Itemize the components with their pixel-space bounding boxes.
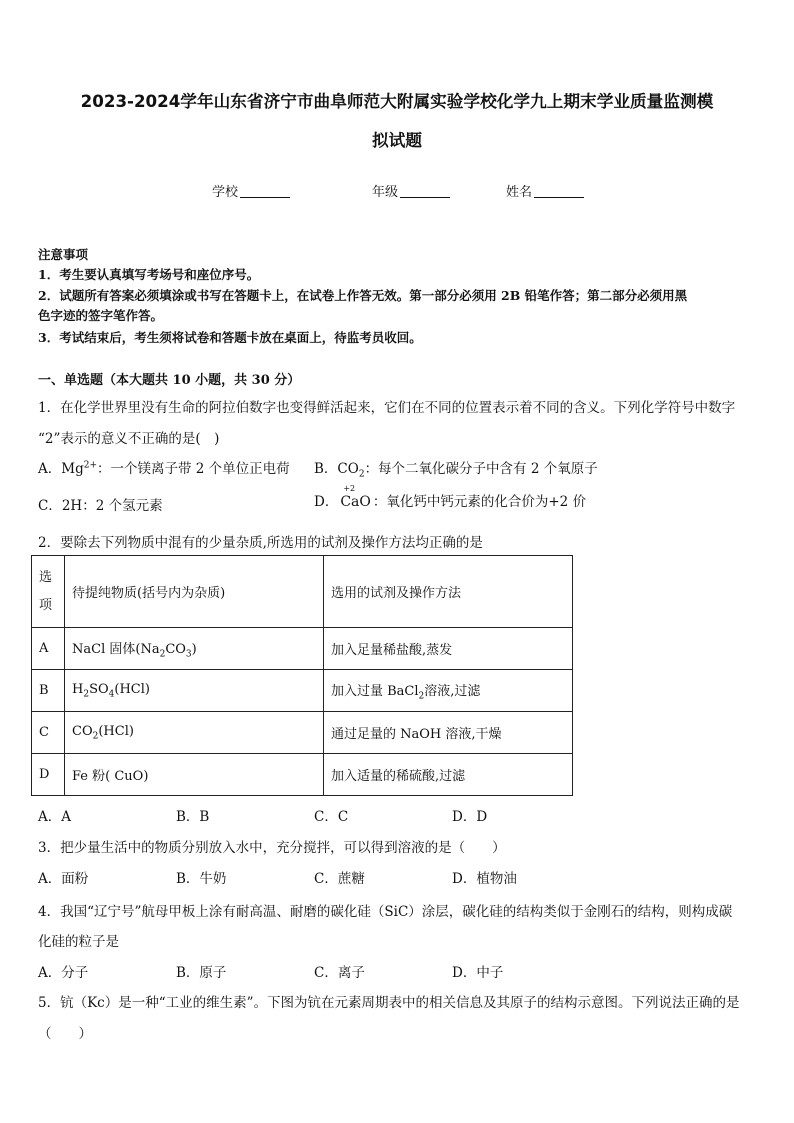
q1-option-d: D． +2 CaO ：氧化钙中钙元素的化合价为+2 价	[314, 484, 587, 510]
grade-blank	[400, 197, 450, 198]
q4-stem-line1: 4．我国“辽宁号”航母甲板上涂有耐高温、耐磨的碳化硅（SiC）涂层，碳化硅的结构类似于金刚石的结构，则构成碳	[38, 904, 733, 920]
header-option: 选 项	[32, 556, 65, 628]
q2-answer-a: A．A	[38, 809, 71, 825]
q3-answer-c: C．蔗糖	[314, 871, 365, 887]
table-row	[32, 712, 573, 754]
name-field	[506, 181, 584, 200]
table-row	[32, 670, 573, 712]
q1-option-c: C．2H：2 个氢元素	[38, 498, 163, 514]
q1-stem-line1: 1．在化学世界里没有生命的阿拉伯数字也变得鲜活起来，它们在不同的位置表示着不同的含义。下列化学符号中数字	[38, 400, 736, 416]
table-header-row	[32, 556, 573, 628]
q5-stem-line2: （ ）	[38, 1026, 92, 1042]
cao-valence-formula: +2 CaO	[340, 484, 371, 510]
q2-stem: 2．要除去下列物质中混有的少量杂质,所选用的试剂及操作方法均正确的是	[38, 535, 483, 551]
q3-stem: 3．把少量生活中的物质分别放入水中，充分搅拌，可以得到溶液的是（ ）	[38, 840, 506, 856]
row-substance: $H_2SO_4(HCl)$	[65, 670, 324, 712]
row-method: 加入足量稀盐酸,蒸发	[324, 628, 573, 670]
q3-answer-a: A．面粉	[38, 871, 89, 887]
notice-heading: 注意事项	[38, 247, 89, 262]
name-label: 姓名	[506, 185, 533, 200]
page-title-line1: 2023-2024学年山东省济宁市曲阜师范大附属实验学校化学九上期末学业质量监测模	[80, 92, 714, 111]
q4-answer-d: D．中子	[452, 965, 504, 981]
q4-answer-c: C．离子	[314, 965, 365, 981]
q3-answer-d: D．植物油	[452, 871, 517, 887]
notice-item-2-cont: 色字迹的签字笔作答。	[38, 308, 164, 323]
header-method: 选用的试剂及操作方法	[324, 556, 573, 628]
notice-item-2: 2．试题所有答案必须填涂或书写在答题卡上，在试卷上作答无效。第一部分必须用 2B 铅笔作答；第二部分必须用黑	[38, 288, 688, 303]
q2-answer-b: B．B	[176, 809, 210, 825]
table-row	[32, 628, 573, 670]
q2-answer-c: C．C	[314, 809, 349, 825]
row-method: 加入过量 BaCl$_2$溶液,过滤	[324, 670, 573, 712]
q1-option-b: B．$CO_2$：每个二氧化碳分子中含有 2 个氧原子	[314, 461, 598, 480]
row-option: A	[32, 628, 65, 670]
row-substance: Fe 粉( CuO)	[65, 754, 324, 796]
q4-stem-line2: 化硅的粒子是	[38, 934, 119, 950]
row-substance: $CO_2(HCl)$	[65, 712, 324, 754]
school-blank	[240, 197, 290, 198]
q3-answer-b: B．牛奶	[176, 871, 227, 887]
page-title-line2: 拟试题	[372, 131, 422, 150]
row-option: C	[32, 712, 65, 754]
q1-option-a: A．$Mg^{2+}$：一个镁离子带 2 个单位正电荷	[38, 460, 290, 477]
table-row	[32, 754, 573, 796]
grade-field	[372, 181, 450, 200]
row-option: D	[32, 754, 65, 796]
grade-label: 年级	[372, 185, 399, 200]
name-blank	[534, 197, 584, 198]
header-substance: 待提纯物质(括号内为杂质)	[65, 556, 324, 628]
notice-item-3: 3．考试结束后，考生须将试卷和答题卡放在桌面上，待监考员收回。	[38, 330, 422, 345]
q4-answer-a: A．分子	[38, 965, 89, 981]
section-heading: 一、单选题（本大题共 10 小题，共 30 分）	[38, 373, 301, 388]
q2-options-table	[31, 555, 573, 796]
school-label: 学校	[212, 185, 239, 200]
q4-answer-b: B．原子	[176, 965, 227, 981]
q1-stem-line2: “2”表示的意义不正确的是( )	[38, 431, 220, 447]
q2-answer-d: D．D	[452, 809, 488, 825]
school-field	[212, 181, 290, 200]
row-substance: NaCl 固体$(Na_2CO_3)$	[65, 628, 324, 670]
row-method: 加入适量的稀硫酸,过滤	[324, 754, 573, 796]
notice-item-1: 1．考生要认真填写考场号和座位序号。	[38, 267, 260, 282]
row-option: B	[32, 670, 65, 712]
row-method: 通过足量的 NaOH 溶液,干燥	[324, 712, 573, 754]
q5-stem-line1: 5．钪（Kc）是一种“工业的维生素”。下图为钪在元素周期表中的相关信息及其原子的结构示意图。下列说法正确的是	[38, 995, 740, 1011]
